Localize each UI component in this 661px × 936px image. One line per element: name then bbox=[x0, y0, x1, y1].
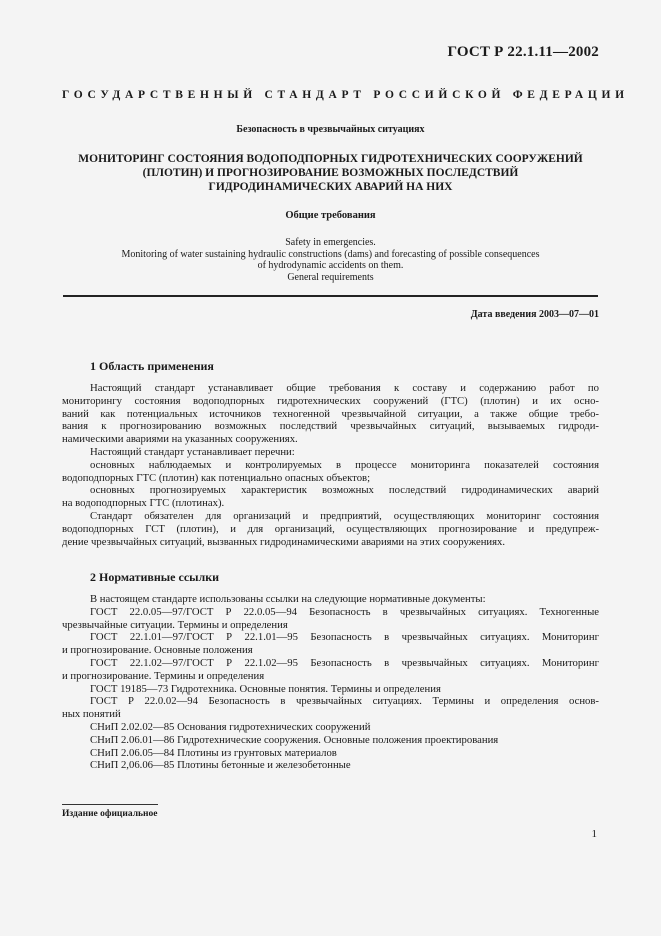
paragraph-line: Настоящий стандарт устанавливает перечни: bbox=[90, 445, 295, 458]
paragraph-line: водоподпорных ГТС (плотин) как потенциально опасных объектов; bbox=[62, 471, 371, 484]
state-standard-title: ГОСУДАРСТВЕННЫЙ СТАНДАРТ РОССИЙСКОЙ ФЕДЕРАЦИИ bbox=[62, 89, 629, 101]
reference-line: чрезвычайные ситуации. Термины и определения bbox=[62, 618, 288, 631]
paragraph-line: ваний как потенциальных источников техногенной чрезвычайной ситуации, а также общие требо- bbox=[62, 407, 599, 420]
reference-line: ГОСТ 22.1.02—97/ГОСТ Р 22.1.02—95 Безопасность в чрезвычайных ситуациях. Мониторинг bbox=[90, 656, 599, 669]
section-2-body bbox=[62, 593, 599, 772]
page-number: 1 bbox=[591, 828, 597, 840]
english-title bbox=[62, 237, 599, 283]
paragraph-line: на водоподпорных ГТС (плотинах). bbox=[62, 497, 225, 510]
english-title-line: Safety in emergencies. bbox=[285, 237, 376, 248]
reference-line: ГОСТ 19185—73 Гидротехника. Основные понятия. Термины и определения bbox=[90, 682, 441, 695]
general-requirements-heading: Общие требования bbox=[285, 210, 376, 221]
paragraph-line: вания к прогнозированию возможных последствий чрезвычайных ситуаций, вызываемых гидроди- bbox=[62, 420, 599, 433]
main-title-line: (ПЛОТИН) И ПРОГНОЗИРОВАНИЕ ВОЗМОЖНЫХ ПОСЛЕДСТВИЙ bbox=[142, 167, 519, 179]
official-edition-note: Издание официальное bbox=[62, 809, 158, 819]
paragraph-line: Настоящий стандарт устанавливает общие требования к составу и содержанию работ по bbox=[90, 382, 599, 394]
paragraph-line: водоподпорных ГСТ (плотин), и для организаций, осуществляющих прогнозирование и предупреж- bbox=[62, 522, 599, 535]
paragraph-line: основных наблюдаемых и контролируемых в процессе мониторинга показателей состояния bbox=[90, 458, 599, 471]
english-title-line: Monitoring of water sustaining hydraulic constructions (dams) and forecasting of possible consequences bbox=[121, 248, 540, 260]
section-1-body bbox=[62, 382, 599, 548]
main-title-line: МОНИТОРИНГ СОСТОЯНИЯ ВОДОПОДПОРНЫХ ГИДРОТЕХНИЧЕСКИХ СООРУЖЕНИЙ bbox=[78, 153, 583, 165]
footer-divider bbox=[62, 804, 158, 805]
subject-heading: Безопасность в чрезвычайных ситуациях bbox=[236, 124, 425, 135]
introduction-date: Дата введения 2003—07—01 bbox=[470, 309, 599, 320]
section-1-heading: 1 Область применения bbox=[90, 359, 214, 373]
reference-line: СНиП 2.06.05—84 Плотины из грунтовых материалов bbox=[90, 746, 337, 759]
reference-line: ГОСТ 22.1.01—97/ГОСТ Р 22.1.01—95 Безопасность в чрезвычайных ситуациях. Мониторинг bbox=[90, 631, 599, 644]
reference-line: и прогнозирование. Основные положения bbox=[62, 644, 253, 657]
reference-line: В настоящем стандарте использованы ссылки на следующие нормативные документы: bbox=[90, 593, 486, 605]
english-title-line: General requirements bbox=[287, 271, 374, 283]
main-title bbox=[62, 152, 599, 194]
paragraph-line: основных прогнозируемых характеристик возможных последствий гидродинамических аварий bbox=[90, 484, 599, 497]
main-title-line: ГИДРОДИНАМИЧЕСКИХ АВАРИЙ НА НИХ bbox=[208, 181, 453, 193]
reference-line: СНиП 2.02.02—85 Основания гидротехнических сооружений bbox=[90, 720, 371, 733]
document-code: ГОСТ Р 22.1.11—2002 bbox=[447, 44, 599, 60]
reference-line: СНиП 2,06.06—85 Плотины бетонные и железобетонные bbox=[90, 759, 351, 772]
paragraph-line: дение чрезвычайных ситуаций, вызванных гидродинамическими авариями на этих сооружениях. bbox=[62, 535, 506, 548]
english-title-line: of hydrodynamic accidents on them. bbox=[257, 260, 404, 271]
paragraph-line: Стандарт обязателен для организаций и предприятий, осуществляющих мониторинг состояния bbox=[90, 509, 599, 522]
reference-line: ГОСТ 22.0.05—97/ГОСТ Р 22.0.05—94 Безопасность в чрезвычайных ситуациях. Техногенные bbox=[90, 605, 599, 618]
paragraph-line: мониторингу состояния водоподпорных гидротехнических сооружений (ГТС) (плотин) и их осно- bbox=[62, 394, 599, 407]
reference-line: и прогнозирование. Термины и определения bbox=[62, 669, 265, 682]
title-divider bbox=[63, 295, 598, 297]
reference-line: ГОСТ Р 22.0.02—94 Безопасность в чрезвычайных ситуациях. Термины и определения основ- bbox=[90, 695, 599, 708]
reference-line: СНиП 2.06.01—86 Гидротехнические сооружения. Основные положения проектирования bbox=[90, 733, 499, 746]
section-2-heading: 2 Нормативные ссылки bbox=[90, 570, 220, 584]
reference-line: ных понятий bbox=[62, 708, 121, 721]
paragraph-line: намическими авариями на указанных сооружениях. bbox=[62, 433, 298, 446]
